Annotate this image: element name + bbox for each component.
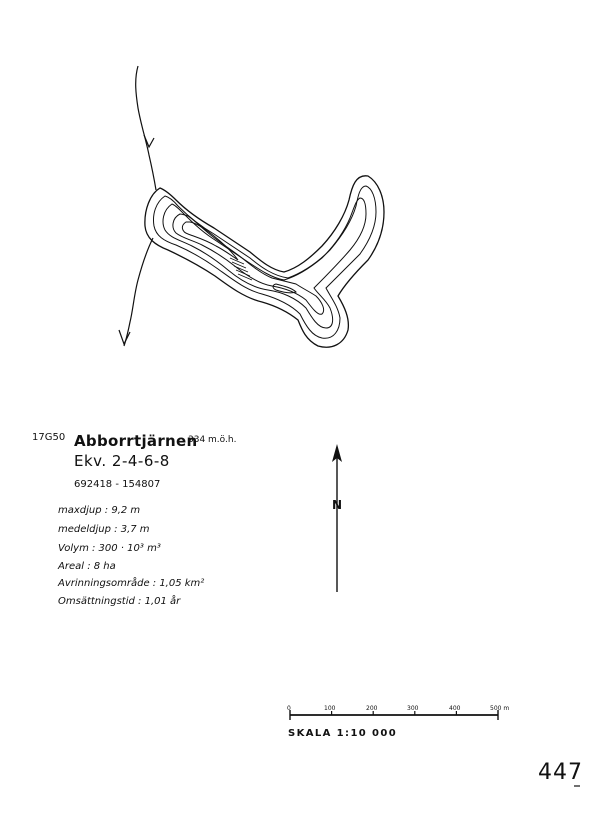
lake-shoreline [145, 176, 384, 347]
fact-area: Areal : 8 ha [58, 561, 116, 572]
lake-elevation: 334 m.ö.h. [188, 435, 237, 445]
page-number: 447 [538, 760, 583, 785]
depth-contour-2 [153, 186, 376, 338]
scale-tick-label: 400 [449, 705, 461, 712]
depth-contour-interval: Ekv. 2-4-6-8 [74, 452, 170, 470]
lake-name: Abborrtjärnen [74, 432, 198, 450]
fact-mean-depth: medeldjup : 3,7 m [58, 524, 150, 535]
fact-turnover-time: Omsättningstid : 1,01 år [58, 596, 181, 607]
scale-tick-label: 100 [324, 705, 336, 712]
scale-tick-label: 0 [287, 705, 291, 712]
inflow-stream [136, 66, 156, 190]
north-arrow [332, 444, 342, 592]
north-label: N [332, 498, 343, 512]
scale-tick-label: 300 [407, 705, 419, 712]
lake-id: 17G50 [32, 432, 66, 443]
scale-label: SKALA 1:10 000 [288, 728, 398, 739]
fact-volume: Volym : 300 · 10³ m³ [58, 543, 161, 554]
fact-max-depth: maxdjup : 9,2 m [58, 505, 141, 516]
scale-tick-label: 200 [366, 705, 378, 712]
depth-contour-8 [182, 222, 238, 260]
lake-coordinates: 692418 - 154807 [74, 479, 161, 490]
fact-catchment-area: Avrinningsområde : 1,05 km² [58, 578, 205, 589]
scale-tick-label: 500 m [490, 705, 510, 712]
scale-bar [290, 710, 498, 720]
outflow-stream [124, 238, 153, 346]
